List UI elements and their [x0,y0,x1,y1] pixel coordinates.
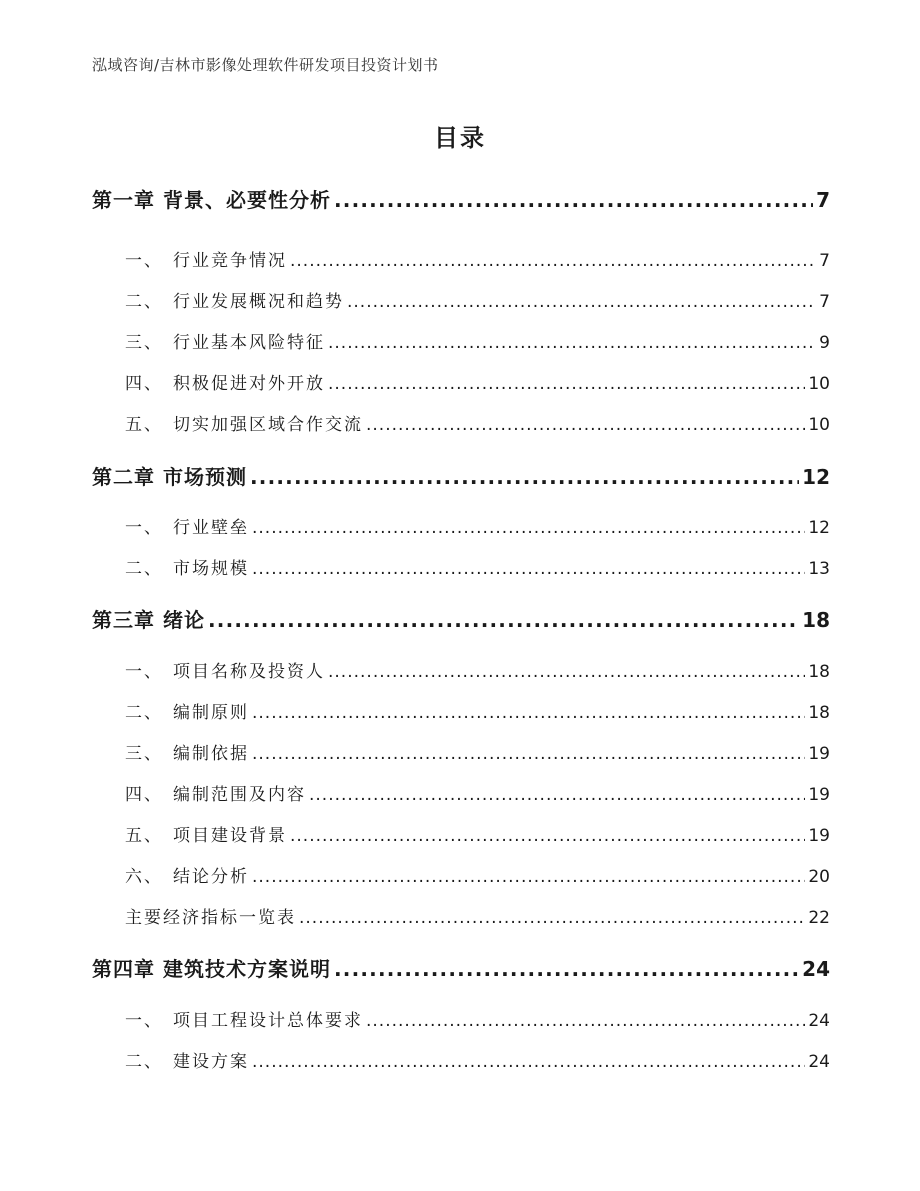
toc-entry-label: 切实加强区域合作交流 [173,415,363,435]
toc-page-number: 22 [808,908,830,928]
toc-section-number: 五、 [125,826,163,846]
toc-chapter-1[interactable] [92,184,830,213]
toc-page-number: 12 [808,518,830,538]
toc-section-number: 四、 [125,374,163,394]
toc-entry-label: 编制范围及内容 [173,785,306,805]
toc-page-number: 10 [808,415,830,435]
dot-leader [309,785,805,805]
toc-page-number: 20 [808,867,830,887]
toc-title: 目录 [434,124,486,152]
toc-section-number: 一、 [125,1011,163,1031]
toc-page-number: 12 [802,465,830,489]
toc-section[interactable] [92,287,830,312]
toc-section-number: 一、 [125,518,163,538]
toc-section[interactable] [92,657,830,682]
toc-page-number: 13 [808,559,830,579]
dot-leader [290,251,816,271]
toc-entry-label: 第一章 背景、必要性分析 [92,188,331,212]
toc-page-number: 7 [819,251,830,271]
toc-entry-label: 第二章 市场预测 [92,465,247,489]
toc-entry-label: 建设方案 [173,1052,249,1072]
dot-leader [208,608,799,632]
toc-entry-label: 积极促进对外开放 [173,374,325,394]
toc-chapter-4[interactable] [92,953,830,982]
toc-section[interactable] [92,698,830,723]
toc-entry-label: 结论分析 [173,867,249,887]
toc-page-number: 7 [819,292,830,312]
dot-leader [347,292,816,312]
toc-page-number: 19 [808,826,830,846]
dot-leader [334,957,799,981]
dot-leader [252,744,805,764]
toc-page-number: 24 [808,1011,830,1031]
toc-section[interactable] [92,1006,830,1031]
toc-entry-label: 项目建设背景 [173,826,287,846]
toc-entry-label: 主要经济指标一览表 [125,908,296,928]
toc-section-number: 三、 [125,744,163,764]
toc-entry-label: 行业基本风险特征 [173,333,325,353]
toc-section-number: 六、 [125,867,163,887]
toc-entry-label: 编制依据 [173,744,249,764]
toc-entry-label: 行业竞争情况 [173,251,287,271]
toc-section[interactable] [92,513,830,538]
toc-entry-label: 第四章 建筑技术方案说明 [92,957,331,981]
toc-section-number: 二、 [125,559,163,579]
toc-page-number: 19 [808,744,830,764]
toc-section-number: 五、 [125,415,163,435]
dot-leader [328,662,805,682]
toc-section[interactable] [92,369,830,394]
toc-section[interactable] [92,862,830,887]
toc-section[interactable] [92,328,830,353]
toc-section[interactable] [92,246,830,271]
toc-page-number: 18 [808,703,830,723]
dot-leader [328,374,805,394]
dot-leader [328,333,816,353]
toc-page-number: 24 [802,957,830,981]
toc-entry-label: 项目工程设计总体要求 [173,1011,363,1031]
toc-page-number: 18 [808,662,830,682]
dot-leader [250,465,799,489]
toc-page-number: 18 [802,608,830,632]
toc-section-number: 三、 [125,333,163,353]
toc-section[interactable] [92,1047,830,1072]
dot-leader [252,1052,805,1072]
dot-leader [334,188,813,212]
toc-page-number: 7 [816,188,830,212]
dot-leader [252,867,805,887]
toc-entry-label: 项目名称及投资人 [173,662,325,682]
toc-page-number: 10 [808,374,830,394]
toc-entry-label: 市场规模 [173,559,249,579]
toc-section-number: 一、 [125,251,163,271]
toc-entry-label: 第三章 绪论 [92,608,205,632]
toc-page-number: 19 [808,785,830,805]
dot-leader [290,826,805,846]
toc-entry-label: 行业发展概况和趋势 [173,292,344,312]
toc-chapter-2[interactable] [92,461,830,490]
toc-section[interactable] [92,554,830,579]
toc-section[interactable] [92,739,830,764]
toc-section[interactable] [92,821,830,846]
dot-leader [252,518,805,538]
running-header: 泓域咨询/吉林市影像处理软件研发项目投资计划书 [92,56,439,74]
toc-page-number: 24 [808,1052,830,1072]
toc-section-number: 四、 [125,785,163,805]
toc-section-number: 二、 [125,1052,163,1072]
toc-entry-label: 行业壁垒 [173,518,249,538]
toc-section-number: 一、 [125,662,163,682]
dot-leader [366,1011,805,1031]
toc-section-number: 二、 [125,703,163,723]
toc-section-number: 二、 [125,292,163,312]
toc-section[interactable] [92,903,830,928]
toc-chapter-3[interactable] [92,604,830,633]
dot-leader [252,559,805,579]
toc-page-number: 9 [819,333,830,353]
toc-section[interactable] [92,780,830,805]
toc-section[interactable] [92,410,830,435]
toc-entry-label: 编制原则 [173,703,249,723]
dot-leader [252,703,805,723]
dot-leader [366,415,805,435]
dot-leader [299,908,805,928]
